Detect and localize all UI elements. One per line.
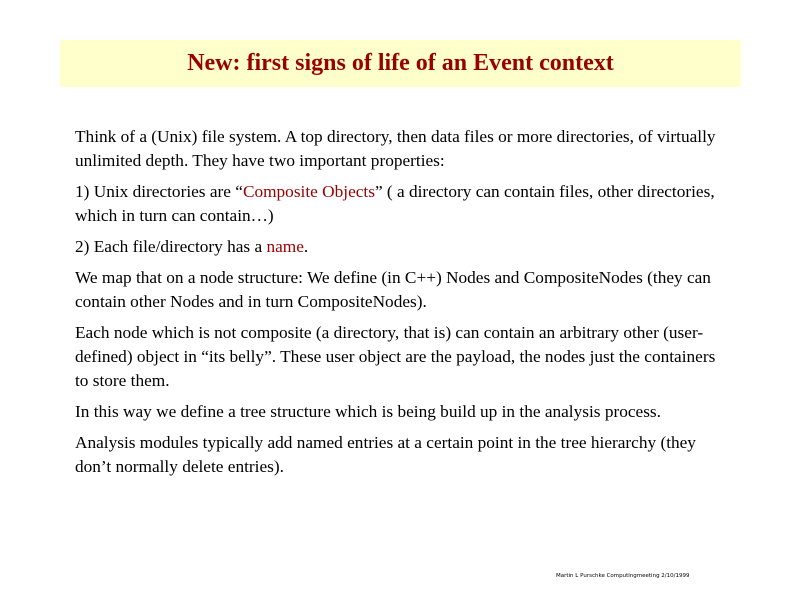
paragraph-composite-objects-lead: 1) Unix directories are “	[75, 182, 243, 201]
highlight-name: name	[266, 237, 304, 256]
paragraph-node-structure: We map that on a node structure: We define (in C++) Nodes and CompositeNodes (they can contain other Nodes and in turn CompositeNodes).	[75, 268, 711, 311]
paragraph-name-lead: 2) Each file/directory has a	[75, 237, 267, 256]
paragraph-tree-structure: In this way we define a tree structure which is being build up in the analysis process.	[75, 402, 661, 421]
paragraph-name-rest: .	[303, 237, 309, 256]
paragraph-payload: Each node which is not composite (a directory, that is) can contain an arbitrary other (user-defined) object in “its belly”. These user object are the payload, the nodes just the containers to store them.	[75, 323, 716, 390]
paragraph-unix-filesystem: Think of a (Unix) file system. A top directory, then data files or more directories, of virtually unlimited depth. They have two important properties:	[75, 127, 716, 170]
paragraph-analysis-modules: Analysis modules typically add named entries at a certain point in the tree hierarchy (they don’t normally delete entries).	[75, 433, 696, 476]
slide-footer: Martin L Purschke Computingmeeting 2/10/1999	[556, 573, 690, 579]
paragraph-composite-objects	[75, 180, 725, 228]
slide-title: New: first signs of life of an Event context	[187, 50, 614, 76]
paragraph-name-property	[75, 235, 725, 259]
paragraph-composite-objects-rest: ” ( a directory can contain files, other directories, which in turn can contain…)	[75, 182, 715, 225]
title-banner	[60, 40, 741, 87]
highlight-composite-objects: Composite Objects	[242, 182, 375, 201]
slide-body	[75, 125, 725, 486]
